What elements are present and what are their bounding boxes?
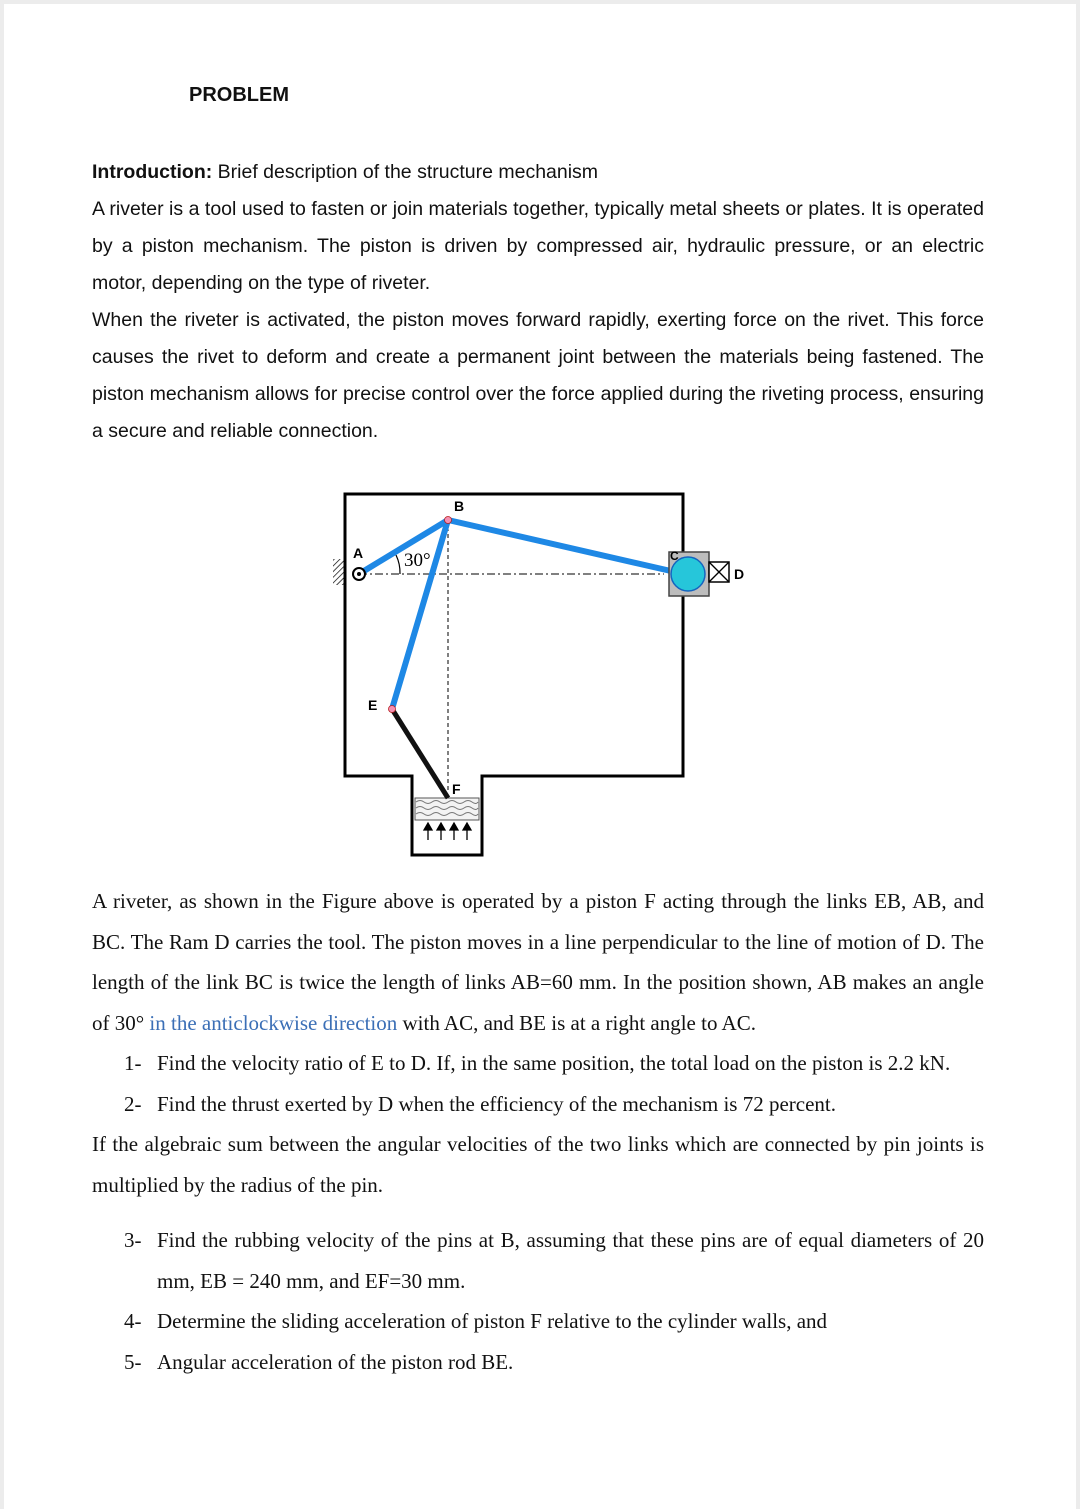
pin-e xyxy=(389,706,396,713)
intro-paragraph-2: When the riveter is activated, the piston moves forward rapidly, exerting force on the rivet. This force causes the rivet to deform and create a permanent joint between the materials being fastened. The piston mechanism allows for precise control over the force applied during the riveting process, ensuring a secure and reliable connection. xyxy=(92,309,984,442)
link-bc xyxy=(448,520,684,574)
intro-paragraph-1: A riveter is a tool used to fasten or join materials together, typically metal sheets or plates. It is operated by a piston mechanism. The piston is driven by compressed air, hydraulic pressure, or an electric motor, depending on the type of riveter. xyxy=(92,198,984,294)
question-item-3 xyxy=(92,1220,984,1301)
question-item-1 xyxy=(92,1043,984,1084)
problem-paragraph-1-highlight: in the anticlockwise direction xyxy=(149,1010,398,1035)
question-text: Determine the sliding acceleration of piston F relative to the cylinder walls, and xyxy=(157,1309,828,1333)
question-text: Find the rubbing velocity of the pins at B, assuming that these pins are of equal diameters of 20 mm, EB = 240 mm, and EF=30 mm. xyxy=(157,1228,984,1293)
introduction-section xyxy=(92,154,984,450)
problem-paragraph-1-end: with AC, and BE is at a right angle to AC. xyxy=(397,1010,756,1035)
document-page xyxy=(4,4,1076,1509)
question-text: Find the velocity ratio of E to D. If, in the same position, the total load on the piston is 2.2 kN. xyxy=(157,1051,951,1075)
question-number: 5- xyxy=(124,1349,142,1374)
question-number: 4- xyxy=(124,1309,142,1333)
question-item-2 xyxy=(92,1084,984,1125)
ground-hatch xyxy=(333,559,346,585)
angle-label: 30° xyxy=(404,550,431,571)
pressure-arrows xyxy=(424,823,471,840)
question-text: Find the thrust exerted by D when the efficiency of the mechanism is 72 percent. xyxy=(157,1091,836,1116)
label-f: F xyxy=(452,781,461,797)
label-d: D xyxy=(734,566,745,582)
angle-arc xyxy=(396,555,400,574)
problem-paragraph-2: If the algebraic sum between the angular velocities of the two links which are connected by pin joints is multiplied by the radius of the pin. xyxy=(92,1132,984,1197)
intro-label: Introduction: xyxy=(92,161,213,183)
pivot-a-center xyxy=(357,572,361,576)
pin-b xyxy=(445,517,452,524)
housing-outline xyxy=(345,494,683,855)
problem-paragraph-1 xyxy=(92,881,984,1043)
label-e: E xyxy=(368,697,378,713)
question-number: 1- xyxy=(124,1051,142,1075)
question-item-4 xyxy=(92,1301,984,1342)
question-text: Angular acceleration of the piston rod BE. xyxy=(157,1349,514,1374)
label-b: B xyxy=(454,498,465,514)
page-title: PROBLEM xyxy=(189,84,289,106)
intro-subtitle: Brief description of the structure mechanism xyxy=(212,161,599,183)
problem-statement xyxy=(92,881,984,1382)
label-c: C xyxy=(670,549,679,563)
riveter-mechanism-figure xyxy=(324,484,745,864)
problem-paragraph-1-text: A riveter, as shown in the Figure above is operated by a piston F acting through the links EB, AB, and BC. The Ram D carries the tool. The piston moves in a line perpendicular to the line of motion of D. The length of the link BC is twice the length of links AB=60 mm. In the position shown, AB makes an angle of 30° xyxy=(92,889,984,1035)
question-list-2 xyxy=(92,1220,984,1382)
mechanism-diagram xyxy=(324,484,745,864)
link-ef xyxy=(392,709,448,798)
question-item-5 xyxy=(92,1342,984,1383)
label-a: A xyxy=(353,545,364,561)
question-number: 3- xyxy=(124,1228,142,1252)
intro-heading-line xyxy=(92,154,984,191)
question-list-1 xyxy=(92,1043,984,1124)
question-number: 2- xyxy=(124,1091,142,1116)
